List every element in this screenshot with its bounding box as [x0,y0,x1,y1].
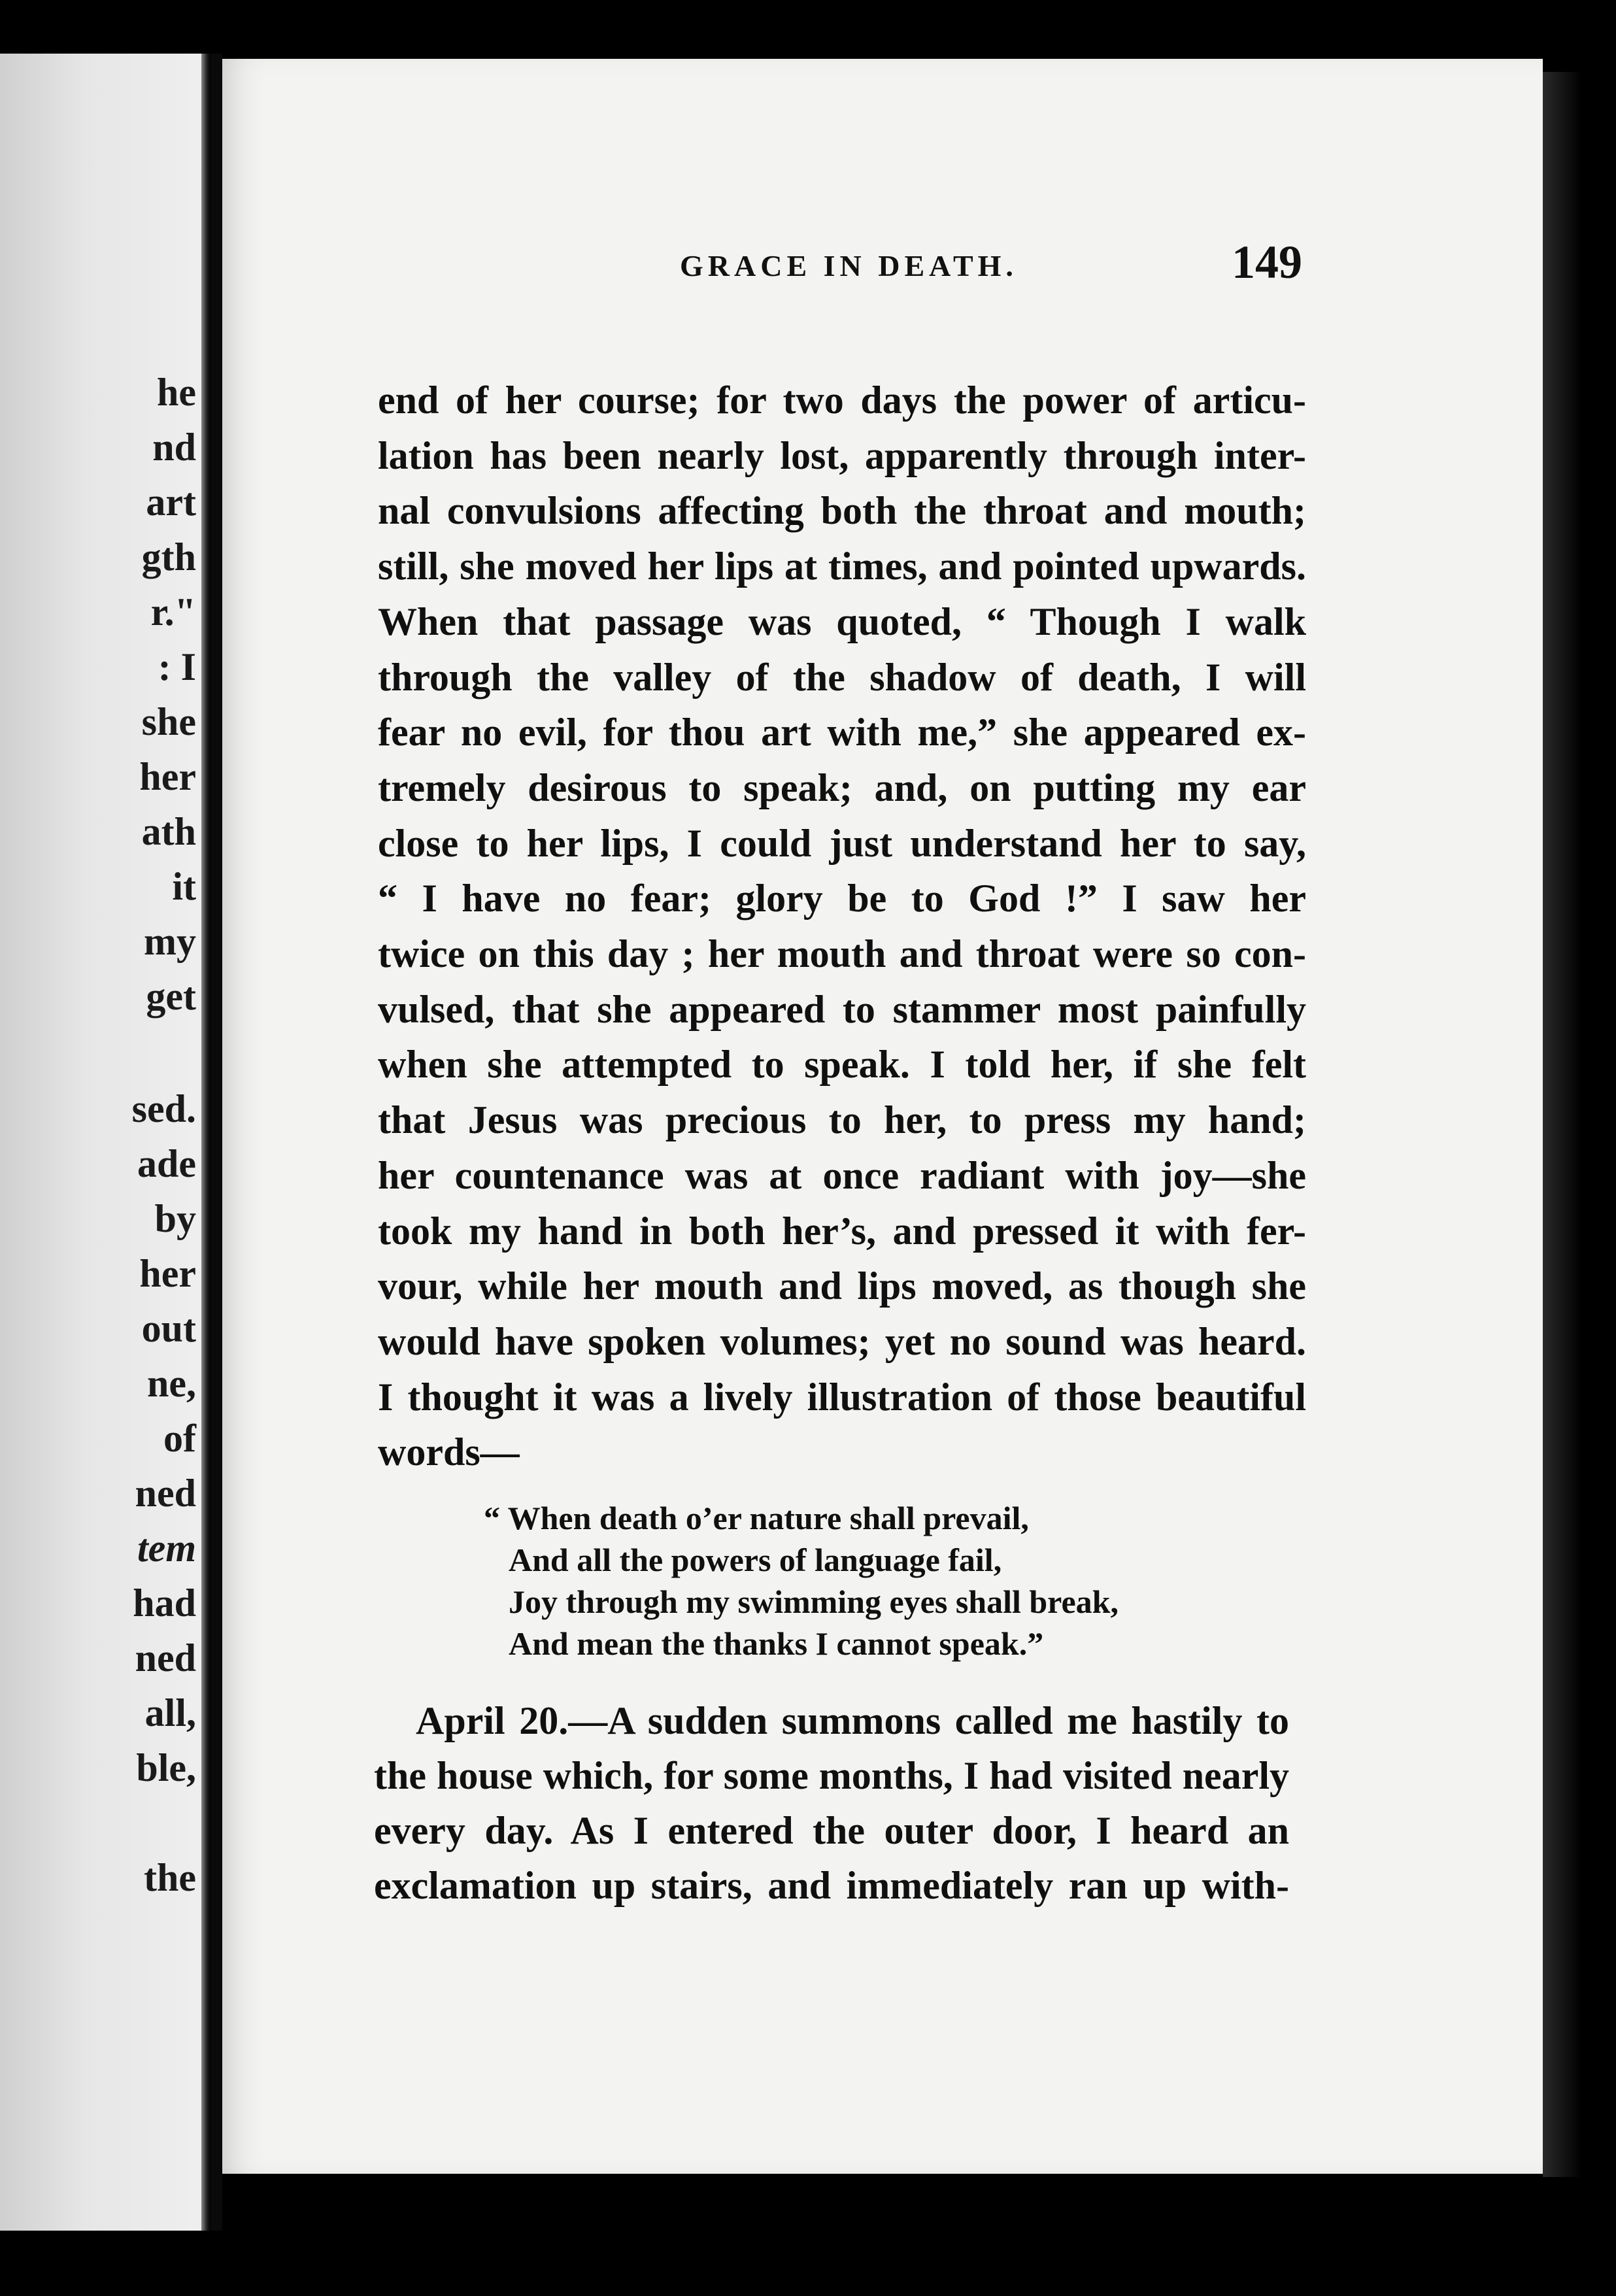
text-line: would have spoken volumes; yet no sound was heard. [378,1319,1306,1363]
running-header: GRACE IN DEATH. [680,249,1018,282]
text-line: exclamation up stairs, and immediately ran up with- [374,1864,1289,1907]
text-line: every day. As I entered the outer door, I heard an [374,1809,1289,1852]
page-number: 149 [1232,236,1302,288]
text-line: the house which, for some months, I had visited nearly [374,1754,1289,1797]
left-line: her [139,755,196,798]
main-paragraph [378,373,1306,1480]
poem-quotation [484,1497,1119,1664]
text-line: nal convulsions affecting both the throat and mouth; [378,489,1306,533]
text-line: tremely desirous to speak; and, on putting my ear [378,766,1306,809]
left-line: ade [137,1142,196,1185]
left-line: of [163,1417,196,1460]
text-line: close to her lips, I could just understand her to say, [378,821,1306,865]
book-gutter [210,54,222,2231]
left-line: ath [141,810,196,853]
left-line: had [133,1581,196,1625]
left-line: her [139,1252,196,1295]
poem-line: And mean the thanks I cannot speak.” [509,1625,1044,1662]
text-line: lation has been nearly lost, apparently through inter- [378,433,1306,477]
text-line: vulsed, that she appeared to stammer most painfully [378,987,1306,1031]
left-line: all, [144,1691,196,1734]
left-line: she [141,700,196,743]
april-20-paragraph [374,1693,1289,1913]
left-line: tem [137,1527,196,1570]
left-line: gth [141,535,196,579]
left-line: nd [152,426,196,469]
text-line: through the valley of the shadow of death, I will [378,655,1306,699]
text-line: that Jesus was precious to her, to press my hand; [378,1098,1306,1142]
text-line: twice on this day ; her mouth and throat were so con- [378,932,1306,976]
left-page-fragment [0,54,210,2231]
text-line: I thought it was a lively illustration of those beautiful [378,1375,1306,1419]
text-line: took my hand in both her’s, and pressed it with fer- [378,1209,1306,1253]
poem-line: And all the powers of language fail, [509,1542,1002,1578]
text-line: her countenance was at once radiant with joy—she [378,1153,1306,1197]
text-line: words— [378,1430,520,1474]
left-line: by [154,1197,196,1240]
left-line: sed. [131,1087,196,1130]
left-line: it [172,865,196,908]
text-line: “ I have no fear; glory be to God !” I saw her [378,877,1306,920]
text-line: when she attempted to speak. I told her, if she felt [378,1043,1306,1087]
text-line: still, she moved her lips at times, and pointed upwards. [378,545,1306,588]
left-line: r." [150,590,196,633]
text-line: When that passage was quoted, “ Though I walk [378,599,1306,643]
left-line: out [141,1307,196,1350]
text-line: end of her course; for two days the power of articu- [378,379,1306,422]
text-line: vour, while her mouth and lips moved, as though she [378,1264,1306,1308]
text-line: April 20.—A sudden summons called me hastily to [416,1699,1289,1742]
left-line: he [157,371,196,414]
text-line: fear no evil, for thou art with me,” she appeared ex- [378,711,1306,754]
poem-line: Joy through my swimming eyes shall break, [509,1583,1119,1620]
left-line: ned [135,1472,196,1515]
left-line: : I [158,645,196,688]
left-page-edge [201,54,210,2231]
page-edge-shadow [1543,72,1582,2177]
left-line: get [146,975,196,1018]
left-line: my [144,920,196,963]
left-line: art [146,481,196,524]
left-line: the [144,1856,196,1899]
left-line: ned [135,1636,196,1680]
left-line: ne, [147,1362,196,1405]
poem-line: “ When death o’er nature shall prevail, [484,1500,1029,1536]
left-line: ble, [136,1746,196,1789]
